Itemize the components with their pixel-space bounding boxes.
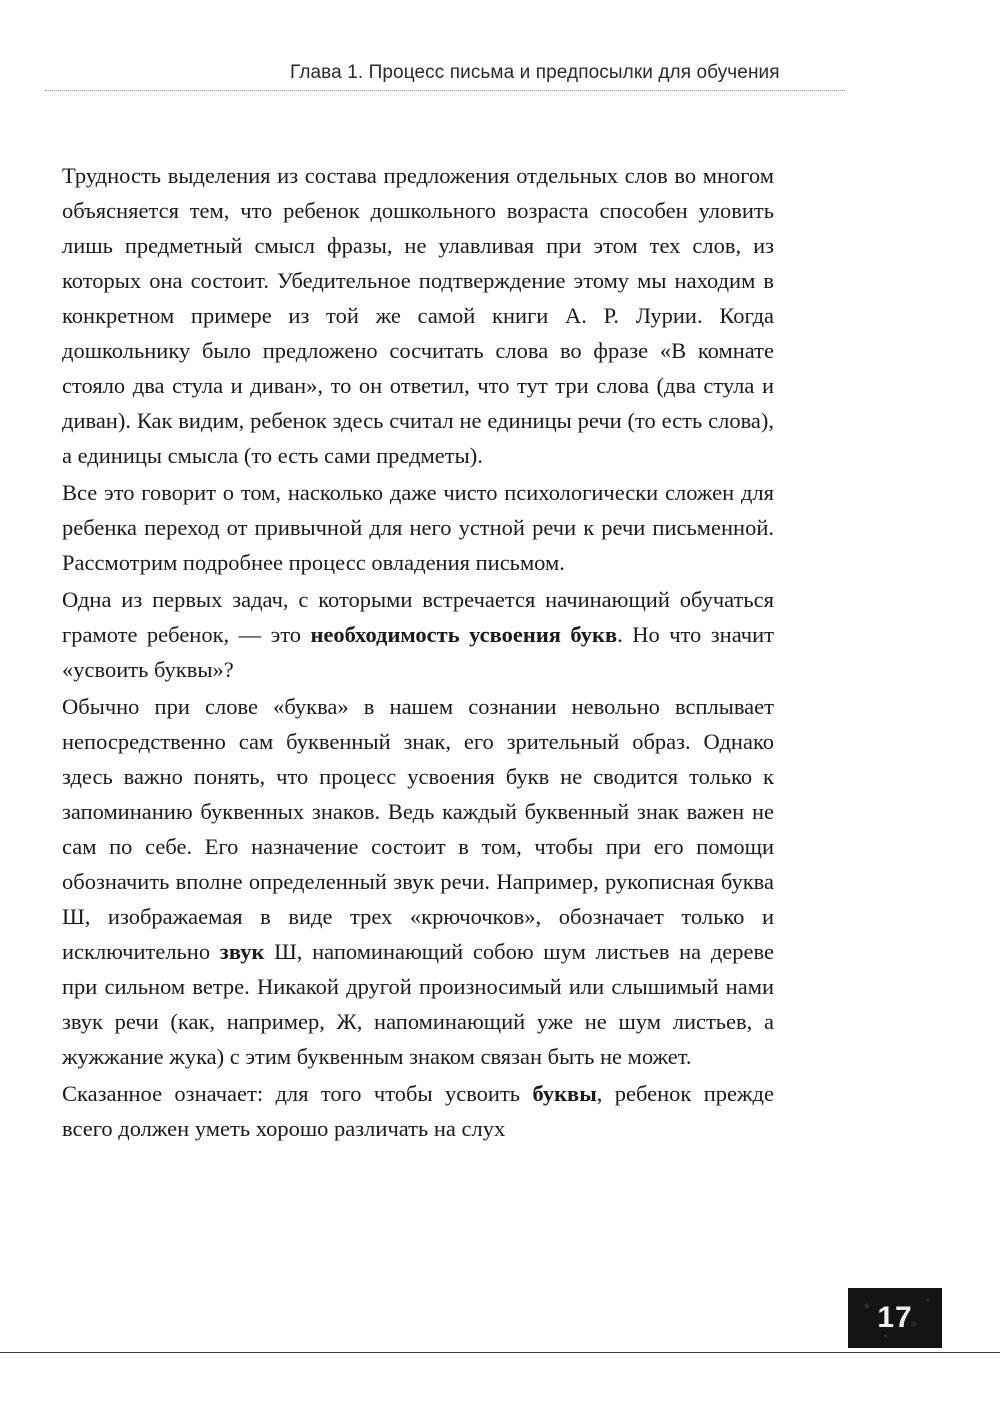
paragraph: [62, 158, 774, 473]
paragraph-text: Трудность выделения из состава предложения отдельных слов во многом объясняется тем, что ребенок дошкольного возраста способен уловить лишь предметный смысл фразы, не улавливая при этом тех слов, из которых она состоит. Убедительное подтверждение этому мы находим в конкретном примере из той же самой книги А. Р. Лурии. Когда дошкольнику было предложено сосчитать слова во фразе «В комнате стояло два стула и диван», то он ответил, что тут три слова (два стула и диван). Как видим, ребенок здесь считал не единицы речи (то есть слова), а единицы смысла (то есть сами предметы).: [62, 163, 774, 468]
paragraph-text: . Но что значит «усвоить буквы»?: [62, 622, 774, 682]
paragraph: [62, 1076, 774, 1146]
paragraph-text: Обычно при слове «буква» в нашем сознании невольно всплывает непосредственно сам буквенный знак, его зрительный образ. Однако здесь важно понять, что процесс усвоения букв не сводится только к запоминанию буквенных знаков. Ведь каждый буквенный знак важен не сам по себе. Его назначение состоит в том, чтобы при его помощи обозначить вполне определенный звук речи. Например, рукописная буква Ш, изображаемая в виде трех «крючочков», обозначает только и исключительно: [62, 694, 774, 964]
paragraph-text: Одна из первых задач, с которыми встречается начинающий обучаться грамоте ребенок, — это: [62, 587, 774, 647]
paragraph: [62, 582, 774, 687]
body-text: [62, 158, 774, 1146]
page-number: 17: [877, 1301, 913, 1334]
paragraph-text: Ш, напоминающий собою шум листьев на дереве при сильном ветре. Никакой другой произносимый или слышимый нами звук речи (как, например, Ж, напоминающий уже не шум листьев, а жужжание жука) с этим буквенным знаком связан быть не может.: [62, 939, 774, 1069]
footer-divider: [0, 1352, 1000, 1353]
running-header: Глава 1. Процесс письма и предпосылки для обучения: [290, 62, 780, 83]
bold-term: буквы: [532, 1081, 597, 1106]
paragraph-text: , ребенок прежде всего должен уметь хорошо различать на слух: [62, 1081, 774, 1141]
paragraph: [62, 689, 774, 1074]
paragraph-text: Сказанное означает: для того чтобы усвоить: [62, 1081, 533, 1106]
paragraph-text: Все это говорит о том, насколько даже чисто психологически сложен для ребенка переход от привычной для него устной речи к речи письменной. Рассмотрим подробнее процесс овладения письмом.: [62, 480, 774, 575]
bold-term: необходимость усвоения букв: [310, 622, 618, 647]
page-number-badge: [848, 1288, 942, 1348]
paragraph: [62, 475, 774, 580]
bold-term: звук: [219, 939, 265, 964]
header-divider: [45, 90, 845, 91]
